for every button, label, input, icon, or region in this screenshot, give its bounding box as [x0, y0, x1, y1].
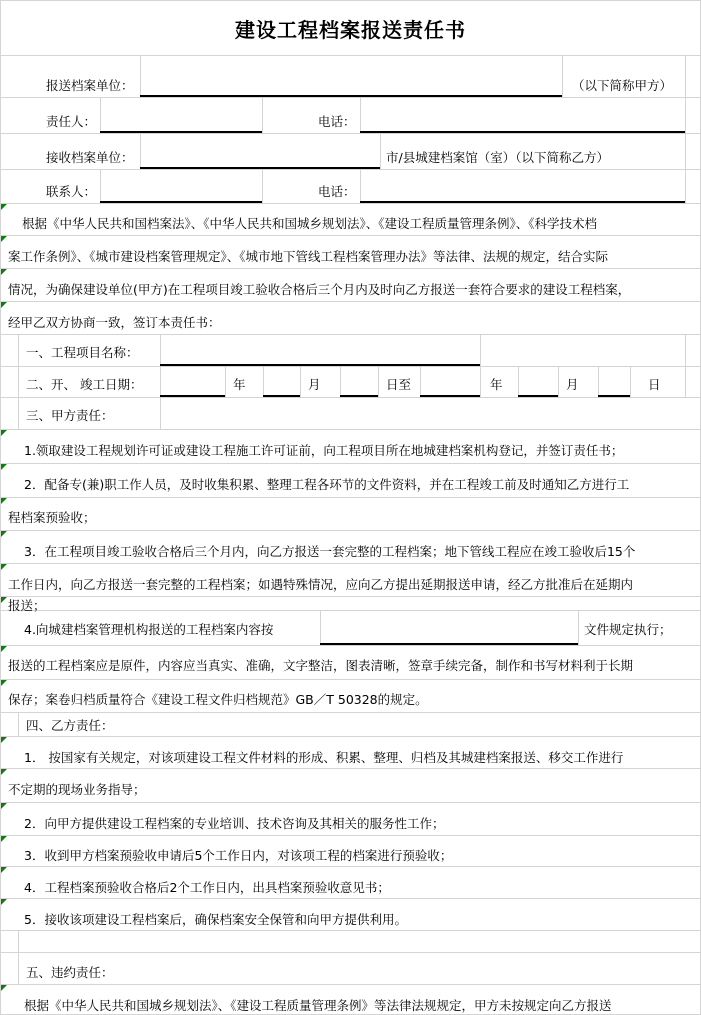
item4-document-rule [320, 643, 578, 645]
gridline [360, 169, 361, 203]
gridline [140, 133, 141, 169]
end-month-rule [518, 395, 558, 397]
gridline [160, 397, 161, 429]
party-b-item-4: 4．工程档案预验收合格后2个工作日内，出具档案预验收意见书； [24, 880, 390, 895]
gridline [420, 366, 421, 397]
end-year-rule [420, 395, 480, 397]
sender-unit-rule [140, 95, 562, 97]
gridline [0, 169, 701, 170]
gridline [0, 97, 701, 98]
gridline [0, 268, 701, 269]
gridline [480, 334, 481, 366]
preamble-line-3: 情况，为确保建设单位(甲方)在工程项目竣工验收合格后三个月内及时向乙方报送一套符合要求的建设工程档案， [8, 282, 631, 297]
gridline [0, 133, 701, 134]
party-b-item-1-cont: 不定期的现场业务指导； [8, 782, 146, 797]
gridline [0, 610, 701, 611]
gridline [0, 835, 701, 836]
receiver-unit-label: 接收档案单位： [46, 150, 134, 165]
error-marker-icon [1, 204, 7, 210]
gridline [0, 596, 701, 597]
phone-1-rule [360, 131, 685, 133]
gridline [0, 397, 701, 398]
gridline [685, 55, 686, 203]
gridline [558, 366, 559, 397]
error-marker-icon [1, 464, 7, 470]
gridline [0, 0, 1, 1015]
phone-label-1: 电话： [318, 114, 356, 129]
gridline [300, 366, 301, 397]
sender-unit-label: 报送档案单位： [46, 78, 134, 93]
gridline [0, 497, 701, 498]
gridline [0, 952, 701, 953]
error-marker-icon [1, 680, 7, 686]
gridline [0, 802, 701, 803]
party-a-item-4-suffix: 文件规定执行； [584, 622, 672, 637]
party-b-item-5: 5．接收该项建设工程档案后，确保档案安全保管和向甲方提供利用。 [24, 912, 407, 927]
gridline [0, 768, 701, 769]
party-a-item-3-cont-2: 报送； [8, 598, 46, 613]
gridline [0, 463, 701, 464]
party-a-item-1: 1.领取建设工程规划许可证或建设工程施工许可证前，向工程项目所在地城建档案机构登记，并签订责任书； [24, 443, 624, 458]
start-year-unit: 年 [233, 377, 246, 392]
gridline [480, 366, 481, 397]
page-title: 建设工程档案报送责任书 [235, 18, 466, 42]
gridline [18, 334, 19, 430]
start-month-rule [263, 395, 300, 397]
breach-line-1: 根据《中华人民共和国城乡规划法》、《建设工程质量管理条例》等法律法规规定，甲方未按规定向乙方报送 [24, 998, 612, 1013]
gridline [0, 679, 701, 680]
gridline [100, 169, 101, 203]
gridline [598, 366, 599, 397]
gridline [0, 866, 701, 867]
error-marker-icon [1, 531, 7, 537]
party-a-item-3-cont-1: 工作日内，向乙方报送一套完整的工程档案；如遇特殊情况，应向乙方提出延期报送申请，经乙方批准后在延期内 [8, 577, 634, 592]
error-marker-icon [1, 737, 7, 743]
gridline [0, 301, 701, 302]
gridline [18, 712, 19, 736]
gridline [100, 97, 101, 133]
gridline [0, 736, 701, 737]
party-b-item-3: 3．收到甲方档案预验收申请后5个工作日内，对该项工程的档案进行预验收； [24, 848, 453, 863]
party-a-item-3: 3．在工程项目竣工验收合格后三个月内，向乙方报送一套完整的工程档案；地下管线工程应在竣工验收后15个 [24, 544, 636, 559]
gridline [262, 169, 263, 203]
party-a-title: 三、甲方责任： [26, 408, 114, 423]
contact-person-label: 联系人： [46, 184, 97, 199]
gridline [0, 645, 701, 646]
gridline [262, 97, 263, 133]
error-marker-icon [1, 597, 7, 603]
preamble-line-1: 根据《中华人民共和国档案法》、《中华人民共和国城乡规划法》、《建设工程质量管理条例》、《科学技术档 [22, 216, 598, 231]
gridline [0, 530, 701, 531]
error-marker-icon [1, 430, 7, 436]
error-marker-icon [1, 564, 7, 570]
party-a-item-2-cont: 程档案预验收； [8, 510, 96, 525]
error-marker-icon [1, 899, 7, 905]
start-month-unit: 月 [308, 377, 321, 392]
gridline [0, 563, 701, 564]
error-marker-icon [1, 302, 7, 308]
start-year-rule [160, 395, 225, 397]
error-marker-icon [1, 498, 7, 504]
party-a-item-4-prefix: 4.向城建档案管理机构报送的工程档案内容按 [24, 622, 274, 637]
gridline [340, 366, 341, 397]
error-marker-icon [1, 646, 7, 652]
gridline [685, 334, 686, 397]
responsible-person-label: 责任人： [46, 114, 97, 129]
end-year-unit: 年 [490, 377, 503, 392]
phone-label-2: 电话： [318, 184, 356, 199]
end-month-unit: 月 [566, 377, 579, 392]
project-name-label: 一、工程项目名称： [26, 345, 139, 360]
end-day-rule [598, 395, 630, 397]
gridline [360, 97, 361, 133]
gridline [378, 366, 379, 397]
gridline [263, 366, 264, 397]
gridline [0, 334, 701, 335]
party-b-title: 四、乙方责任： [26, 718, 114, 733]
error-marker-icon [1, 803, 7, 809]
gridline [18, 930, 19, 984]
gridline [160, 334, 161, 366]
gridline [562, 55, 563, 97]
gridline [0, 55, 701, 56]
party-b-item-2: 2．向甲方提供建设工程档案的专业培训、技术咨询及其相关的服务性工作； [24, 816, 445, 831]
preamble-line-4: 经甲乙双方协商一致，签订本责任书： [8, 315, 221, 330]
gridline [0, 429, 701, 430]
responsible-person-rule [100, 131, 262, 133]
end-day-unit: 日 [648, 377, 661, 392]
gridline [578, 610, 579, 645]
contact-person-rule [100, 201, 262, 203]
error-marker-icon [1, 836, 7, 842]
party-a-note: （以下简称甲方） [572, 78, 673, 93]
party-a-item-4-cont-1: 报送的工程档案应是原件，内容应当真实、准确，文字整洁，图表清晰，签章手续完备，制作和书写材料利于长期 [8, 658, 634, 673]
gridline [140, 55, 141, 97]
gridline [0, 984, 701, 985]
gridline [320, 610, 321, 645]
party-b-item-1: 1． 按国家有关规定，对该项建设工程文件材料的形成、积累、整理、归档及其城建档案报送、移交工作进行 [24, 750, 624, 765]
gridline [0, 930, 701, 931]
error-marker-icon [1, 769, 7, 775]
receiver-unit-rule [140, 167, 380, 169]
gridline [0, 235, 701, 236]
error-marker-icon [1, 236, 7, 242]
start-day-unit-to: 日至 [386, 377, 412, 392]
gridline [0, 898, 701, 899]
error-marker-icon [1, 269, 7, 275]
preamble-line-2: 案工作条例》、《城市建设档案管理规定》、《城市地下管线工程档案管理办法》等法律、法规的规定，结合实际 [8, 249, 609, 264]
breach-title: 五、违约责任： [26, 965, 114, 980]
phone-2-rule [360, 201, 685, 203]
gridline [0, 712, 701, 713]
gridline [0, 366, 701, 367]
gridline [518, 366, 519, 397]
party-a-item-4-cont-2: 保存；案卷归档质量符合《建设工程文件归档规范》GB／T 50328的规定。 [8, 692, 428, 707]
project-name-rule [160, 364, 480, 366]
gridline [380, 133, 381, 169]
gridline [0, 203, 701, 204]
gridline [160, 366, 161, 397]
gridline [630, 366, 631, 397]
gridline [0, 0, 701, 1]
gridline [225, 366, 226, 397]
receiver-unit-suffix: 市/县城建档案馆（室）（以下简称乙方） [386, 150, 609, 165]
party-a-item-2: 2．配备专(兼)职工作人员，及时收集积累、整理工程各环节的文件资料，并在工程竣工前及时通知乙方进行工 [24, 477, 630, 492]
start-day-rule [340, 395, 378, 397]
error-marker-icon [1, 867, 7, 873]
date-label: 二、开、 竣工日期： [26, 377, 143, 392]
error-marker-icon [1, 985, 7, 991]
